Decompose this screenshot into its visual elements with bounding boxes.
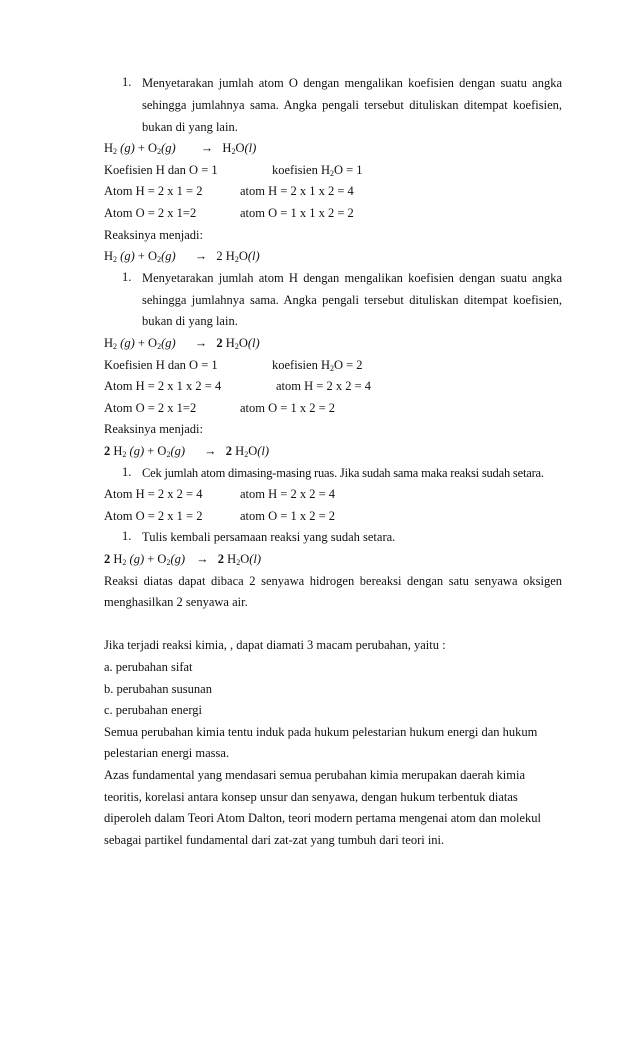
step-text: Cek jumlah atom dimasing-masing ruas. Jika sudah sama maka reaksi sudah setara. <box>142 466 544 480</box>
paragraph-text: Azas fundamental yang mendasari semua perubahan kimia merupakan daerah kimia <box>104 768 526 782</box>
reaksi-label: Reaksinya menjadi: <box>104 422 203 436</box>
atom-h-left: Atom H = 2 x 1 = 2 <box>104 184 203 198</box>
koefisien-right: koefisien $H_2O = 1$ <box>272 163 363 178</box>
equation: $H_2$ $(g) + O_2(g) \to 2$ $H_2O(l)$ <box>104 336 260 351</box>
list-number: 1. <box>122 75 132 89</box>
atom-o-left: Atom O = 2 x 1=2 <box>104 401 197 415</box>
step-text: Menyetarakan jumlah atom H dengan mengalikan koefisien dengan suatu angka <box>142 271 562 285</box>
koefisien-right: koefisien $H_2O = 2$ <box>272 358 363 373</box>
paragraph-text: sebagai partikel fundamental dari zat-zat yang tumbuh dari teori ini. <box>104 833 445 847</box>
step-text: Menyetarakan jumlah atom O dengan mengalikan koefisien dengan suatu angka <box>142 76 562 90</box>
equation-final: 2 $H_2$ $(g) + O_2(g) \to 2$ $H_2O(l)$ <box>104 552 262 567</box>
equation: $H_2$ $(g) + O_2(g) \to 2$ $H_2O(l)$ <box>104 249 260 264</box>
koefisien-left: Koefisien H dan O = 1 <box>104 358 218 372</box>
koefisien-left: Koefisien H dan O = 1 <box>104 163 218 177</box>
section-intro: Jika terjadi reaksi kimia, , dapat diamati 3 macam perubahan, yaitu : <box>104 638 446 652</box>
atom-h-left: Atom H = 2 x 1 x 2 = 4 <box>104 379 222 393</box>
list-item: a. perubahan sifat <box>104 660 193 674</box>
conclusion-text: menghasilkan 2 senyawa air. <box>104 595 248 609</box>
list-number: 1. <box>122 270 132 284</box>
atom-o-right: atom O = 1 x 2 = 2 <box>240 401 335 415</box>
atom-o-right: atom O = 1 x 2 = 2 <box>240 509 335 523</box>
reaksi-label: Reaksinya menjadi: <box>104 228 203 242</box>
reaction-arrow-icon: → <box>196 552 209 566</box>
conclusion-text: Reaksi diatas dapat dibaca 2 senyawa hidrogen bereaksi dengan satu senyawa oksigen <box>104 574 562 588</box>
paragraph-text: diperoleh dalam Teori Atom Dalton, teori modern pertama mengenai atom dan molekul <box>104 811 541 825</box>
reaction-arrow-icon: → <box>194 249 208 263</box>
reaction-arrow-icon: → <box>204 444 217 458</box>
step-text: bukan di yang lain. <box>142 120 238 134</box>
paragraph-text: teoritis, korelasi antara konsep unsur dan senyawa, dengan hukum terbentuk diatas <box>104 790 518 804</box>
atom-h-right: atom H = 2 x 2 = 4 <box>276 379 371 393</box>
equation: 2 $H_2$ $(g) + O_2(g) \to 2$ $H_2O(l)$ <box>104 444 270 459</box>
paragraph-text: pelestarian energi massa. <box>104 746 230 760</box>
list-item: b. perubahan susunan <box>104 682 212 696</box>
step-text: Tulis kembali persamaan reaksi yang sudah setara. <box>142 530 396 544</box>
step-text: sehingga jumlahnya sama. Angka pengali tersebut dituliskan ditempat koefisien, <box>142 293 562 307</box>
step-text: sehingga jumlahnya sama. Angka pengali tersebut dituliskan ditempat koefisien, <box>142 98 562 112</box>
step-text: bukan di yang lain. <box>142 314 238 328</box>
atom-h-right: atom H = 2 x 2 = 4 <box>240 487 335 501</box>
atom-o-left: Atom O = 2 x 1=2 <box>104 206 197 220</box>
atom-h-right: atom H = 2 x 1 x 2 = 4 <box>240 184 354 198</box>
list-number: 1. <box>122 465 132 479</box>
reaction-arrow-icon: → <box>200 141 214 155</box>
equation: $H_2$ $(g) + O_2(g) \to H_2O(l)$ <box>104 141 257 156</box>
atom-o-right: atom O = 1 x 1 x 2 = 2 <box>240 206 354 220</box>
list-number: 1. <box>122 529 132 543</box>
atom-o-left: Atom O = 2 x 1 = 2 <box>104 509 203 523</box>
list-item: c. perubahan energi <box>104 703 202 717</box>
paragraph-text: Semua perubahan kimia tentu induk pada hukum pelestarian hukum energi dan hukum <box>104 725 538 739</box>
reaction-arrow-icon: → <box>194 336 208 350</box>
atom-h-left: Atom H = 2 x 2 = 4 <box>104 487 203 501</box>
